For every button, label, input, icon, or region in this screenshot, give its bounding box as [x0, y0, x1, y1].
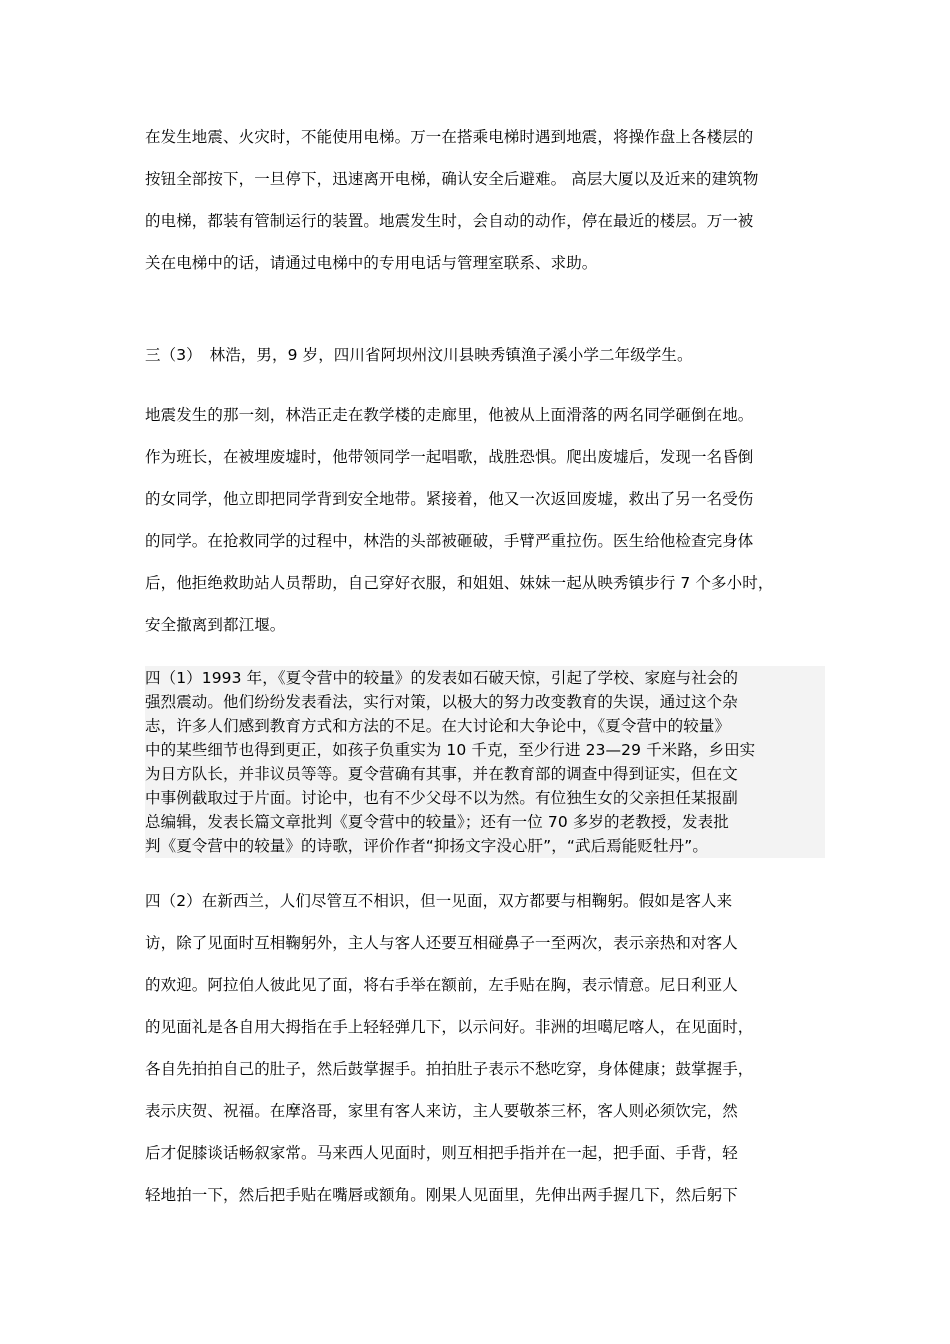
text-line: 访，除了见面时互相鞠躬外，主人与客人还要互相碰鼻子一至两次，表示亲热和对客人 — [145, 934, 738, 952]
text-line: 地震发生的那一刻，林浩正走在教学楼的走廊里，他被从上面滑落的两名同学砸倒在地。 — [145, 406, 754, 424]
text-line: 总编辑，发表长篇文章批判《夏令营中的较量》；还有一位 70 多岁的老教授，发表批 — [145, 810, 825, 834]
paragraph-elevator-safety — [145, 116, 825, 284]
text-line: 轻地拍一下，然后把手贴在嘴唇或额角。刚果人见面里，先伸出两手握几下，然后躬下 — [145, 1186, 738, 1204]
text-line: 安全撤离到都江堰。 — [145, 616, 286, 634]
text-line: 作为班长，在被埋废墟时，他带领同学一起唱歌，战胜恐惧。爬出废墟后，发现一名昏倒 — [145, 448, 754, 466]
text-line: 后才促膝谈话畅叙家常。马来西人见面时，则互相把手指并在一起，把手面、手背，轻 — [145, 1144, 738, 1162]
text-line: 中的某些细节也得到更正，如孩子负重实为 10 千克，至少行进 23—29 千米路，乡田实 — [145, 738, 825, 762]
text-line: 在发生地震、火灾时，不能使用电梯。万一在搭乘电梯时遇到地震，将操作盘上各楼层的 — [145, 128, 754, 146]
section-3-heading — [145, 334, 825, 376]
text-line: 的电梯，都装有管制运行的装置。地震发生时，会自动的动作，停在最近的楼层。万一被 — [145, 212, 754, 230]
text-line: 四（1）1993 年，《夏令营中的较量》的发表如石破天惊，引起了学校、家庭与社会的 — [145, 666, 825, 690]
text-line: 各自先拍拍自己的肚子，然后鼓掌握手。拍拍肚子表示不愁吃穿，身体健康；鼓掌握手， — [145, 1060, 754, 1078]
text-line: 判《夏令营中的较量》的诗歌，评价作者“抑扬文字没心肝”，“武后焉能贬牡丹”。 — [145, 834, 825, 858]
text-line: 志，许多人们感到教育方式和方法的不足。在大讨论和大争论中，《夏令营中的较量》 — [145, 714, 825, 738]
text-line: 为日方队长，并非议员等等。夏令营确有其事，并在教育部的调查中得到证实，但在文 — [145, 762, 825, 786]
paragraph-greeting-customs — [145, 880, 825, 1216]
text-line: 的同学。在抢救同学的过程中，林浩的头部被砸破，手臂严重拉伤。医生给他检查完身体 — [145, 532, 754, 550]
text-line: 中事例截取过于片面。讨论中，也有不少父母不以为然。有位独生女的父亲担任某报副 — [145, 786, 825, 810]
paragraph-lin-hao — [145, 394, 825, 646]
paragraph-summer-camp — [145, 666, 825, 858]
text-line: 四（2）在新西兰，人们尽管互不相识，但一见面，双方都要与相鞠躬。假如是客人来 — [145, 892, 733, 910]
text-line: 的欢迎。阿拉伯人彼此见了面，将右手举在额前，左手贴在胸，表示情意。尼日利亚人 — [145, 976, 738, 994]
text-line: 表示庆贺、祝福。在摩洛哥，家里有客人来访，主人要敬茶三杯，客人则必须饮完，然 — [145, 1102, 738, 1120]
text-line: 关在电梯中的话，请通过电梯中的专用电话与管理室联系、求助。 — [145, 254, 598, 272]
text-line: 强烈震动。他们纷纷发表看法，实行对策，以极大的努力改变教育的失误，通过这个杂 — [145, 690, 825, 714]
text-line: 后，他拒绝救助站人员帮助，自己穿好衣服，和姐姐、妹妹一起从映秀镇步行 7 个多小时， — [145, 574, 774, 592]
text-line: 的见面礼是各自用大拇指在手上轻轻弹几下，以示问好。非洲的坦噶尼喀人，在见面时， — [145, 1018, 754, 1036]
text-line: 的女同学，他立即把同学背到安全地带。紧接着，他又一次返回废墟，救出了另一名受伤 — [145, 490, 754, 508]
text-line: 按钮全部按下，一旦停下，迅速离开电梯，确认安全后避难。 高层大厦以及近来的建筑物 — [145, 170, 759, 188]
section-heading-text: 三（3） 林浩，男，9 岁，四川省阿坝州汶川县映秀镇渔子溪小学二年级学生。 — [145, 346, 693, 364]
